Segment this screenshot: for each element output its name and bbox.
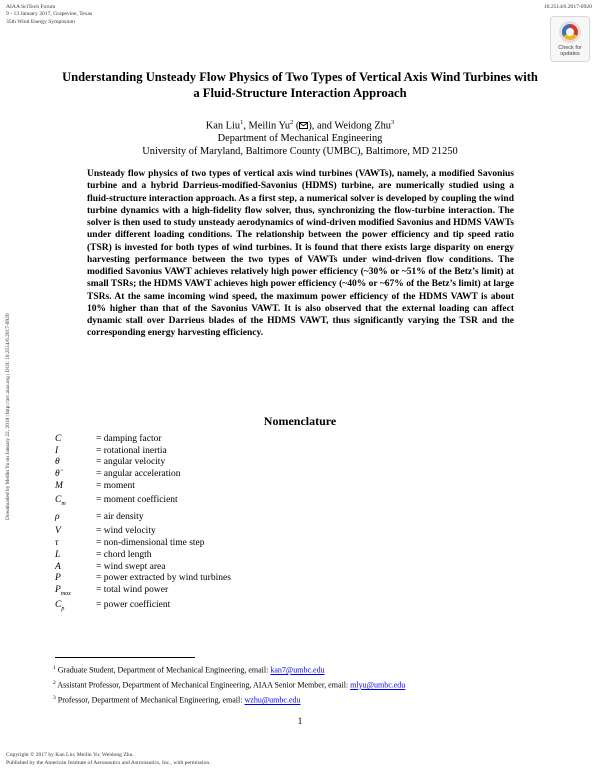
badge-line-2: updates — [560, 51, 580, 57]
nom-definition: = power coefficient — [96, 599, 171, 610]
nom-symbol: A — [55, 561, 61, 572]
nom-definition: = non-dimensional time step — [96, 538, 205, 549]
nom-definition: = wind velocity — [96, 526, 156, 537]
envelope-icon — [299, 122, 308, 129]
copyright-notice — [6, 751, 211, 767]
nom-symbol: $C_m$ — [55, 495, 66, 508]
footnote-divider — [55, 657, 195, 658]
nom-symbol: C — [55, 434, 62, 444]
author-1-sup: 1 — [240, 119, 244, 126]
nom-definition: = rotational inertia — [96, 445, 167, 456]
nom-symbol: τ — [55, 538, 59, 549]
nom-definition: = angular velocity — [96, 457, 166, 468]
badge-line-1: Check for — [558, 45, 582, 51]
author-3-name: , and Weidong Zhu — [311, 120, 391, 132]
download-side-note: Downloaded by Meilin Yu on January 22, 2018 | http://arc.aiaa.org | DOI: 10.2514/6.2017-0920 — [5, 313, 11, 520]
conference-dates: 9 - 13 January 2017, Grapevine, Texas — [6, 11, 93, 18]
symposium-name: 35th Wind Energy Symposium — [6, 18, 76, 25]
author-3-sup: 3 — [391, 119, 395, 126]
nom-definition: = moment — [96, 480, 135, 491]
doi-label[interactable]: 10.2514/6.2017-0920 — [543, 4, 592, 10]
footnote-3: $^3$ Professor, Department of Mechanical Engineering, email: wzhu@umbc.edu — [53, 695, 301, 705]
author-2-sup: 2 — [290, 119, 294, 126]
nom-definition: = chord length — [96, 549, 152, 560]
nom-symbol: I — [55, 445, 59, 456]
nom-definition: = angular acceleration — [96, 469, 181, 480]
author-block — [60, 116, 540, 158]
copyright-line-2: Published by the American Institute of Aeronautics and Astronautics, Inc., with permission. — [6, 760, 211, 766]
check-for-updates-badge[interactable] — [550, 16, 590, 62]
author-line: Kan Liu$^1$, Meilin Yu$^2$ ( ), and Weidong Zhu$^3$ — [205, 119, 395, 132]
footnote-1: $^1$ Graduate Student, Department of Mechanical Engineering, email: kan7@umbc.edu — [53, 665, 325, 675]
author-2-name: Meilin Yu — [248, 120, 291, 132]
nom-symbol: $C_p$ — [55, 599, 65, 612]
abstract: Unsteady flow physics of two types of vertical axis wind turbines (VAWTs), namely, a modified Savonius turbine and a hybrid Darrieus-modified-Savonius (HDMS) turbine, are numerically studied using a fluid-structure interaction approach. As a first step, a numerical solver is developed by coupling the wind turbine dynamics with a high-fidelity flow solver, thus, synchronizing the flow-turbine interaction. The solver is then used to study unsteady aerodynamics of wind-driven modified Savonius and HDMS VAWTs under different loading conditions. The relationship between the power efficiency and tip speed ratio (TSR) is invested for both types of wind turbines. It is found that there exists large disparity on energy harvesting performance between the two types of VAWTs under wind-driven flow conditions. The modified Savonius VAWT achieves relatively high power efficiency (~30% or ~51% of the Betz’s limit) at small TSRs; the HDMS VAWT achieves high power efficiency (~40% or ~67% of the Betz’s limit) at large TSRs. At the same incoming wind speed, the maximum power efficiency of the HDMS VAWT is about 10% higher than that of the Savonius VAWT. It is also observed that the external loading can affect dynamic stall over Darrieus blades of the HDMS VAWT, thus significantly varying the TSR and the corresponding energy harvesting efficiency. — [87, 169, 514, 339]
footnotes — [53, 662, 405, 707]
crossmark-icon — [559, 21, 581, 43]
email-link-mlyu[interactable]: mlyu@umbc.edu — [350, 680, 406, 690]
department: Department of Mechanical Engineering — [217, 133, 383, 145]
nom-definition: = wind swept area — [96, 561, 166, 572]
conference-name: AIAA SciTech Forum — [6, 4, 56, 10]
paper-title: Understanding Unsteady Flow Physics of Two Types of Vertical Axis Wind Turbines with a Fluid-Structure Interaction Approach — [62, 70, 538, 100]
nom-symbol: ρ — [55, 512, 60, 523]
nom-symbol: P — [55, 573, 61, 584]
nom-symbol: V — [55, 526, 61, 537]
footnote-2: $^2$ Assistant Professor, Department of Mechanical Engineering, AIAA Senior Member, email: mlyu@umbc.edu — [53, 680, 406, 690]
nom-definition: = moment coefficient — [96, 495, 178, 506]
nom-symbol: M — [55, 480, 63, 491]
conference-header — [6, 4, 92, 26]
email-link-wzhu[interactable]: wzhu@umbc.edu — [244, 695, 301, 705]
page-number: 1 — [297, 717, 303, 727]
nom-definition: = total wind power — [96, 584, 169, 595]
nom-symbol: θ̈ — [55, 469, 60, 480]
email-link-kan[interactable]: kan7@umbc.edu — [270, 665, 325, 675]
affiliation: University of Maryland, Baltimore County (UMBC), Baltimore, MD 21250 — [142, 146, 458, 158]
nom-definition: = power extracted by wind turbines — [96, 573, 231, 584]
nom-definition: = air density — [96, 512, 144, 523]
nom-symbol: L — [55, 549, 61, 560]
nom-symbol: θ — [55, 457, 60, 468]
author-1-name: Kan Liu — [205, 120, 241, 132]
nom-symbol: $P_{max}$ — [55, 584, 71, 597]
copyright-line-1: Copyright © 2017 by Kan Liu; Meilin Yu; Weidong Zhu. — [6, 752, 134, 758]
nom-definition: = damping factor — [96, 434, 162, 444]
nomenclature-title: Nomenclature — [263, 414, 337, 428]
